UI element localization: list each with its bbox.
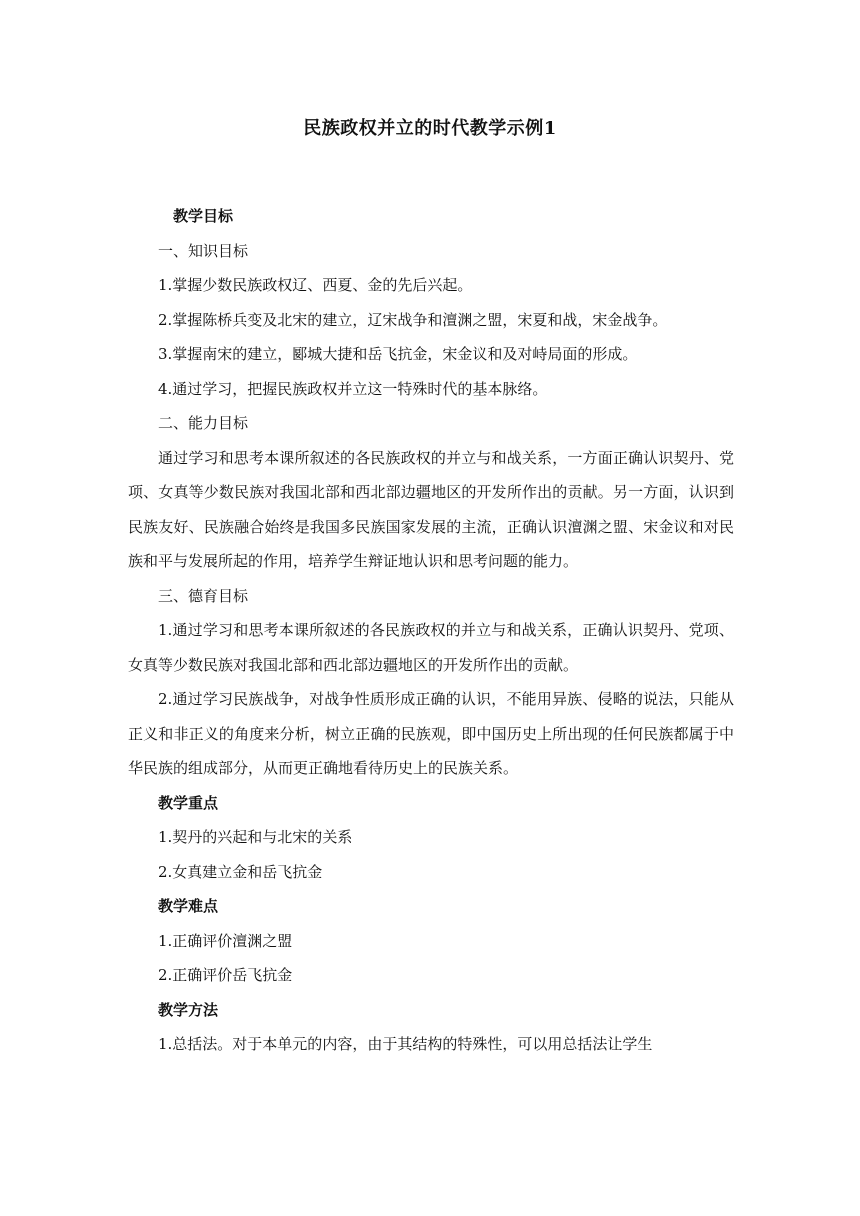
paragraph: 1.通过学习和思考本课所叙述的各民族政权的并立与和战关系，正确认识契丹、党项、女真等少数民族对我国北部和西北部边疆地区的开发所作出的贡献。 — [128, 621, 734, 674]
document-title: 民族政权并立的时代教学示例1 — [303, 118, 557, 139]
document-body — [128, 199, 734, 1062]
section-heading-key-points: 教学重点 — [158, 793, 219, 812]
paragraph: 4.通过学习，把握民族政权并立这一特殊时代的基本脉络。 — [158, 379, 548, 398]
paragraph: 1.契丹的兴起和与北宋的关系 — [158, 828, 353, 846]
section-heading-teaching-goals: 教学目标 — [173, 207, 234, 225]
subheading-ability-goals: 二、能力目标 — [158, 414, 249, 432]
paragraph: 通过学习和思考本课所叙述的各民族政权的并立与和战关系，一方面正确认识契丹、党项、女真等少数民族对我国北部和西北部边疆地区的开发所作出的贡献。另一方面，认识到民族友好、民族融合始终是我国多民族国家发展的主流，正确认识澶渊之盟、宋金议和对民族和平与发展所起的作用，培养学生辩证地认识和思考问题的能力。 — [128, 448, 734, 570]
paragraph: 1.掌握少数民族政权辽、西夏、金的先后兴起。 — [158, 276, 473, 294]
paragraph: 1.总括法。对于本单元的内容，由于其结构的特殊性，可以用总括法让学生 — [158, 1035, 653, 1053]
paragraph: 2.通过学习民族战争，对战争性质形成正确的认识，不能用异族、侵略的说法，只能从正义和非正义的角度来分析，树立正确的民族观，即中国历史上所出现的任何民族都属于中华民族的组成部分，从而更正确地看待历史上的民族关系。 — [128, 690, 734, 777]
paragraph: 2.女真建立金和岳飞抗金 — [158, 862, 323, 881]
subheading-moral-goals: 三、德育目标 — [158, 586, 249, 605]
subheading-knowledge-goals: 一、知识目标 — [158, 241, 249, 260]
paragraph: 1.正确评价澶渊之盟 — [158, 931, 293, 950]
paragraph: 2.正确评价岳飞抗金 — [158, 966, 293, 984]
paragraph: 3.掌握南宋的建立，郾城大捷和岳飞抗金，宋金议和及对峙局面的形成。 — [158, 345, 638, 363]
section-heading-methods: 教学方法 — [158, 1000, 219, 1019]
section-heading-difficulties: 教学难点 — [158, 897, 219, 915]
paragraph: 2.掌握陈桥兵变及北宋的建立，辽宋战争和澶渊之盟，宋夏和战，宋金战争。 — [158, 310, 668, 329]
